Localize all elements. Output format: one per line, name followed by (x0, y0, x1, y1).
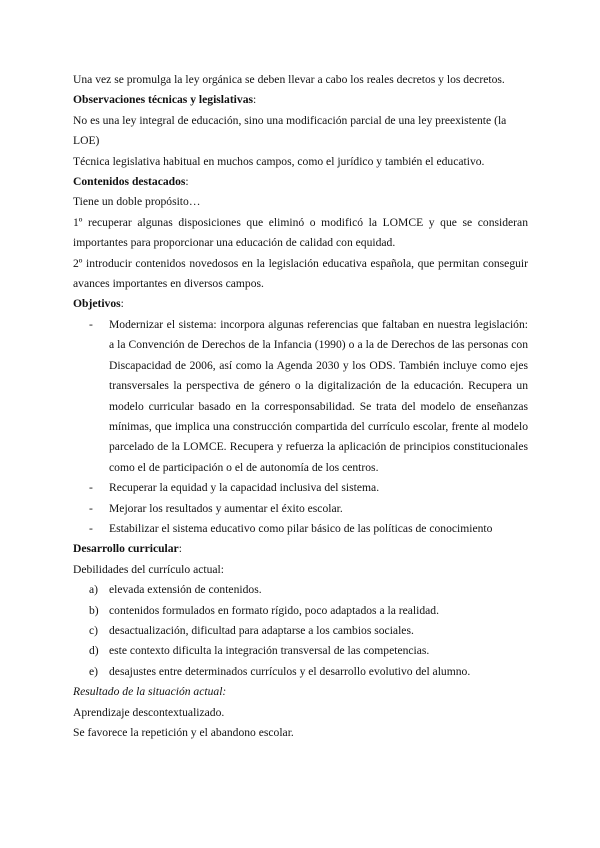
list-marker: - (89, 481, 93, 495)
list-item (73, 580, 528, 600)
observaciones-paragraph-1: No es una ley integral de educación, sino una modificación parcial de una ley preexistente (la LOE) (73, 113, 507, 148)
list-marker: - (89, 521, 93, 535)
contenidos-heading (73, 172, 528, 192)
list-marker: - (89, 317, 93, 331)
list-item (73, 478, 528, 498)
list-marker: b) (89, 603, 99, 617)
list-item-text: Modernizar el sistema: incorpora algunas referencias que faltaban en nuestra legislación: a la Convención de Derechos de la Infancia (1990) o a la de Derechos de las personas con Discapacidad de 2006, así como la Agenda 2030 y los ODS. También incluye como ejes transversales la perspectiva de género o la digitalización de la educación. Recupera un modelo curricular basado en la corresponsabilidad. Se trata del modelo de enseñanzas mínimas, que implica una construcción compartida del currículo escolar, frente al modelo parcelado de la LOMCE. Recupera y refuerza la aplicación de principios constitucionales como el de participación o el de autonomía de los centros. (109, 317, 528, 474)
contenidos-paragraph-1: Tiene un doble propósito… (73, 195, 201, 209)
objetivos-heading (73, 294, 528, 314)
list-marker: d) (89, 644, 99, 658)
contenidos-paragraph-2: 1º recuperar algunas disposiciones que eliminó o modificó la LOMCE y que se consideran importantes para proporcionar una educación de calidad con equidad. (73, 215, 528, 250)
contenidos-heading-colon: : (185, 175, 189, 189)
list-marker: c) (89, 623, 99, 637)
list-item-text: Mejorar los resultados y aumentar el éxito escolar. (109, 501, 343, 515)
list-item-text: Recuperar la equidad y la capacidad inclusiva del sistema. (109, 481, 380, 495)
resultado-heading-colon: : (222, 685, 227, 699)
list-item-text: desactualización, dificultad para adaptarse a los cambios sociales. (109, 623, 414, 637)
list-item (73, 601, 528, 621)
resultado-paragraph-2: Se favorece la repetición y el abandono escolar. (73, 726, 294, 739)
list-item-text: este contexto dificulta la integración transversal de las competencias. (109, 644, 430, 658)
list-item (73, 519, 528, 539)
debilidades-list (73, 580, 528, 682)
observaciones-heading-text: Observaciones técnicas y legislativas (73, 93, 254, 107)
document-page (73, 70, 528, 743)
desarrollo-heading (73, 539, 528, 559)
desarrollo-heading-colon: : (178, 542, 182, 556)
list-item-text: desajustes entre determinados currículos y el desarrollo evolutivo del alumno. (109, 664, 471, 678)
objetivos-list (73, 315, 528, 539)
list-item-text: contenidos formulados en formato rígido, poco adaptados a la realidad. (109, 603, 439, 617)
resultado-heading-text: Resultado de la situación actual (73, 685, 223, 699)
list-item (73, 662, 528, 682)
list-item (73, 499, 528, 519)
list-item (73, 315, 528, 478)
list-item-text: elevada extensión de contenidos. (109, 583, 262, 597)
list-item (73, 621, 528, 641)
list-item-text: Estabilizar el sistema educativo como pilar básico de las políticas de conocimiento (109, 521, 493, 535)
list-marker: - (89, 501, 93, 515)
observaciones-heading-colon: : (253, 93, 257, 107)
intro-paragraph: Una vez se promulga la ley orgánica se deben llevar a cabo los reales decretos y los decretos. (73, 73, 505, 86)
objetivos-heading-colon: : (120, 297, 124, 311)
resultado-heading (73, 682, 528, 702)
contenidos-paragraph-3: 2º introducir contenidos novedosos en la legislación educativa española, que permitan conseguir avances importantes en diversos campos. (73, 256, 528, 291)
resultado-paragraph-1: Aprendizaje descontextualizado. (73, 705, 225, 719)
desarrollo-heading-text: Desarrollo curricular (73, 542, 179, 556)
objetivos-heading-text: Objetivos (73, 297, 121, 311)
desarrollo-subheading: Debilidades del currículo actual: (73, 562, 224, 576)
contenidos-heading-text: Contenidos destacados (73, 175, 186, 189)
list-marker: e) (89, 664, 99, 678)
observaciones-paragraph-2: Técnica legislativa habitual en muchos campos, como el jurídico y también el educativo. (73, 154, 485, 168)
list-marker: a) (89, 583, 99, 597)
list-item (73, 641, 528, 661)
observaciones-heading (73, 90, 528, 110)
